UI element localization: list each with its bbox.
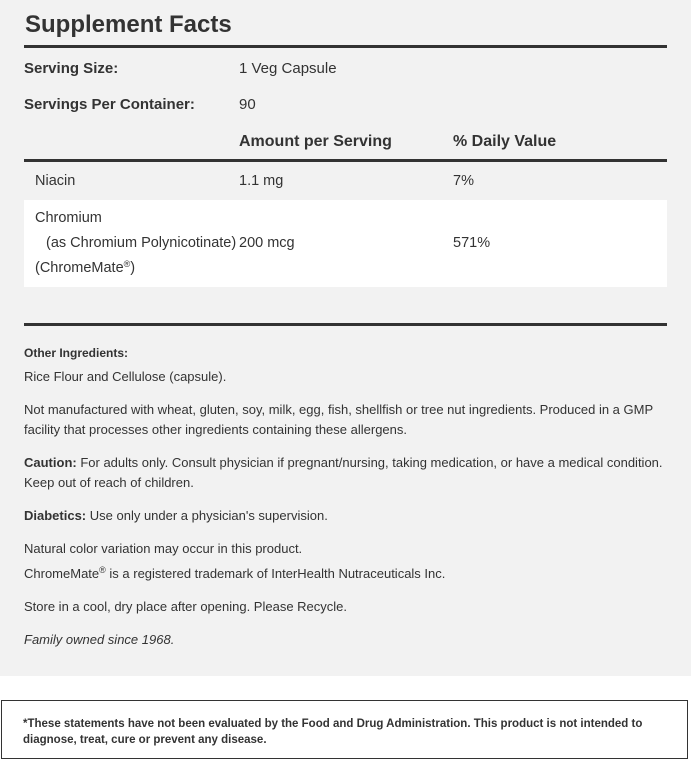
fda-disclaimer: *These statements have not been evaluated by the Food and Drug Administration. This product is not intended to diagnose, treat, cure or prevent any disease. [23, 718, 643, 746]
diabetics-label: Diabetics: [24, 508, 87, 523]
trademark-note: ChromeMate® is a registered trademark of InterHealth Nutraceuticals Inc. [24, 565, 446, 581]
other-ingredients-label: Other Ingredients: [24, 346, 129, 360]
daily-value-header: % Daily Value [453, 133, 557, 150]
page-title: Supplement Facts [25, 11, 232, 38]
storage-note: Store in a cool, dry place after opening. Please Recycle. [24, 599, 348, 614]
header-divider [24, 159, 667, 162]
serving-size-value: 1 Veg Capsule [239, 60, 337, 77]
amount-per-serving-header: Amount per Serving [239, 133, 392, 150]
family-note: Family owned since 1968. [24, 632, 175, 647]
nutrient-amount-chromium: 200 mcg [239, 235, 295, 251]
caution-statement: Caution: For adults only. Consult physician if pregnant/nursing, taking medication, or have a medical condition. Keep out of reach of children. [24, 455, 663, 490]
servings-per-container-value: 90 [239, 96, 256, 113]
fda-disclaimer-box [1, 700, 688, 759]
nutrient-source-chromium: (as Chromium Polynicotinate) [46, 235, 237, 251]
servings-per-container-label: Servings Per Container: [24, 96, 195, 113]
diabetics-statement: Diabetics: Use only under a physician's supervision. [24, 508, 328, 523]
other-ingredients-text: Rice Flour and Cellulose (capsule). [24, 369, 227, 384]
registered-mark: ® [99, 565, 106, 575]
nutrient-daily-chromium: 571% [453, 235, 491, 251]
facts-bottom-divider [24, 323, 667, 326]
nutrient-brand-chromium: (ChromeMate®) [35, 259, 136, 276]
title-divider [24, 45, 667, 48]
caution-label: Caution: [24, 455, 77, 470]
nutrient-name-niacin: Niacin [35, 173, 76, 189]
nutrient-name-chromium: Chromium [35, 210, 102, 226]
registered-mark: ® [123, 259, 131, 269]
nutrient-daily-niacin: 7% [453, 173, 474, 189]
nutrient-amount-niacin: 1.1 mg [239, 173, 284, 189]
serving-size-label: Serving Size: [24, 60, 119, 77]
color-variation-note: Natural color variation may occur in this product. [24, 541, 303, 556]
allergen-statement: Not manufactured with wheat, gluten, soy, milk, egg, fish, shellfish or tree nut ingredients. Produced in a GMP facility that processes other ingredients containing these allergens. [24, 402, 653, 437]
